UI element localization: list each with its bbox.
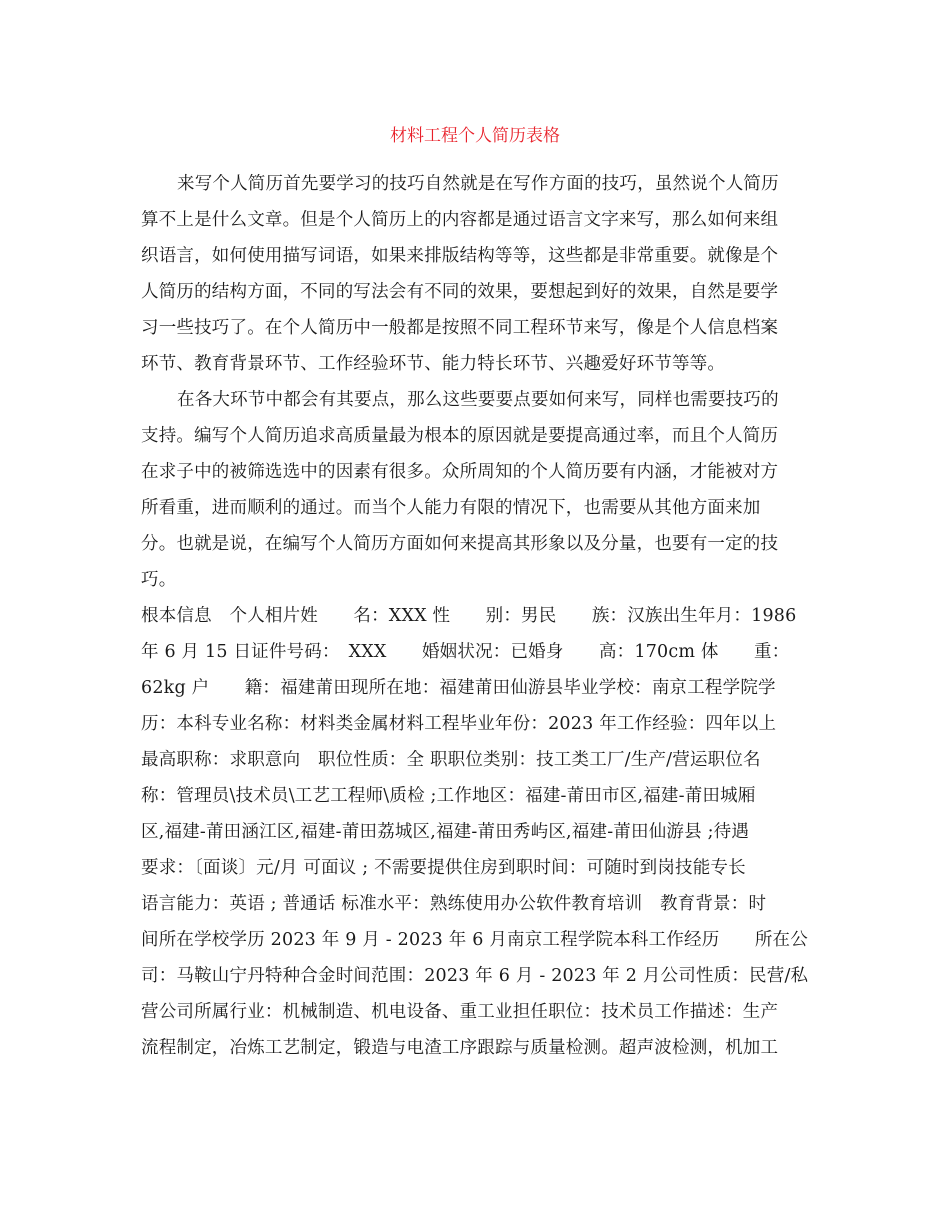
text-line: 织语言，如何使用描写词语，如果来排版结构等等，这些都是非常重要。就像是个	[141, 246, 779, 266]
text-line: 年 6 月 15 日证件号码： XXX 婚姻状况：已婚身 高：170cm 体 重：	[141, 642, 790, 662]
text-line: 习一些技巧了。在个人简历中一般都是按照不同工程环节来写，像是个人信息档案	[141, 318, 779, 338]
text-line: 语言能力：英语 ; 普通话 标准水平：熟练使用办公软件教育培训 教育背景：时	[141, 894, 767, 914]
text-line: 人简历的结构方面，不同的写法会有不同的效果，要想起到好的效果，自然是要学	[141, 282, 779, 302]
text-line: 营公司所属行业：机械制造、机电设备、重工业担任职位：技术员工作描述：生产	[141, 1002, 779, 1022]
text-line: 要求：〔面谈〕元/月 可面议 ; 不需要提供住房到职时间：可随时到岗技能专长	[141, 858, 746, 878]
paragraph-intro	[141, 166, 821, 382]
paragraph-key-points	[141, 382, 821, 598]
text-line: 巧。	[141, 570, 177, 590]
text-line: 来写个人简历首先要学习的技巧自然就是在写作方面的技巧，虽然说个人简历	[177, 174, 779, 194]
text-line: 在各大环节中都会有其要点，那么这些要要点要如何来写，同样也需要技巧的	[177, 390, 779, 410]
text-line: 62kg 户 籍：福建莆田现所在地：福建莆田仙游县毕业学校：南京工程学院学	[141, 678, 776, 698]
text-line: 支持。编写个人简历追求高质量最为根本的原因就是要提高通过率，而且个人简历	[141, 426, 779, 446]
text-line: 算不上是什么文章。但是个人简历上的内容都是通过语言文字来写，那么如何来组	[141, 210, 779, 230]
text-line: 流程制定，冶炼工艺制定，锻造与电渣工序跟踪与质量检测。超声波检测，机加工	[141, 1038, 779, 1058]
text-line: 所看重，进而顺利的通过。而当个人能力有限的情况下，也需要从其他方面来加	[141, 498, 761, 518]
text-line: 司：马鞍山宁丹特种合金时间范围：2023 年 6 月 - 2023 年 2 月公司性质：民营/私	[141, 966, 809, 986]
document-body	[141, 166, 821, 1066]
text-line: 间所在学校学历 2023 年 9 月 - 2023 年 6 月南京工程学院本科工作经历 所在公	[141, 930, 808, 950]
document-title: 材料工程个人简历表格	[390, 126, 560, 146]
text-line: 在求子中的被筛选选中的因素有很多。众所周知的个人简历要有内涵，才能被对方	[141, 462, 779, 482]
text-line: 最高职称：求职意向 职位性质：全 职职位类别：技工类工厂/生产/营运职位名	[141, 750, 761, 770]
resume-info-section	[141, 598, 821, 1066]
text-line: 根本信息 个人相片姓 名：XXX 性 别：男民 族：汉族出生年月：1986	[141, 606, 797, 626]
text-line: 环节、教育背景环节、工作经验环节、能力特长环节、兴趣爱好环节等等。	[141, 354, 726, 374]
text-line: 分。也就是说，在编写个人简历方面如何来提高其形象以及分量，也要有一定的技	[141, 534, 779, 554]
text-line: 历：本科专业名称：材料类金属材料工程毕业年份：2023 年工作经验：四年以上	[141, 714, 777, 734]
text-line: 称：管理员\技术员\工艺工程师\质检 ;工作地区：福建-莆田市区,福建-莆田城厢	[141, 786, 756, 806]
text-line: 区,福建-莆田涵江区,福建-莆田荔城区,福建-莆田秀屿区,福建-莆田仙游县 ;待遇	[141, 822, 750, 842]
